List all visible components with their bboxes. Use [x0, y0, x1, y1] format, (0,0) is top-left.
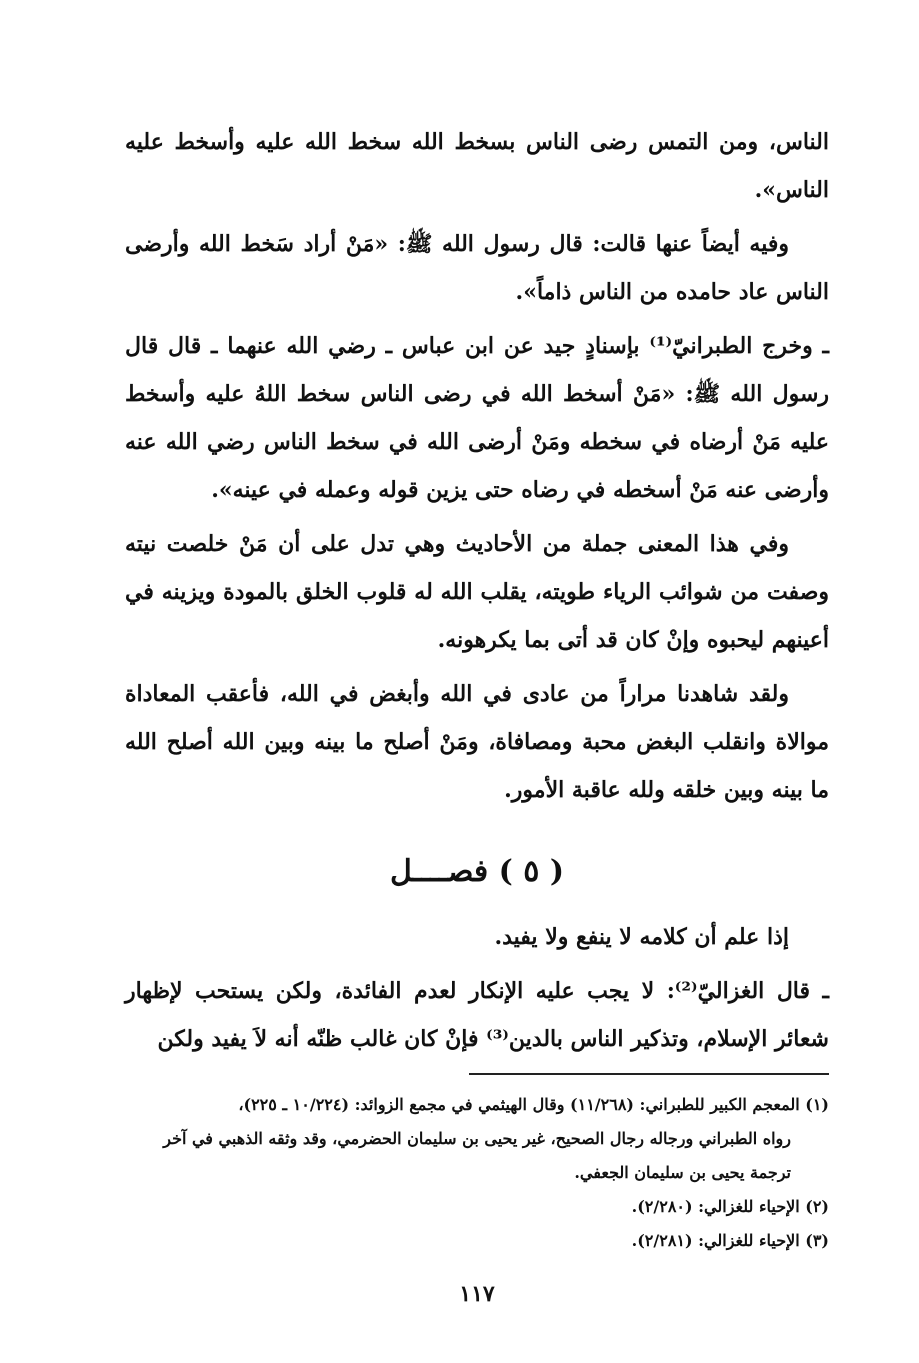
section-heading: ( ٥ ) فصــــل [389, 854, 565, 889]
paragraph-2: وفيه أيضاً عنها قالت: قال رسول الله ﷺ: «مَنْ أراد سَخط الله وأرضى الناس عاد حامده من الناس ذاماً». [125, 231, 829, 305]
footnote-divider [469, 1073, 829, 1075]
footnote-3: (٣) الإحياء للغزالي: (٢/٢٨١). [631, 1231, 829, 1250]
paragraph-5: ولقد شاهدنا مراراً من عادى في الله وأبغض في الله، فأعقب المعاداة موالاة وانقلب البغض محبة ومصافاة، ومَنْ أصلح ما بينه وبين الله أصلح الله ما بينه وبين خلقه ولله عاقبة الأمور. [125, 681, 829, 803]
footnotes [125, 1088, 829, 1258]
section-paragraph-1: إذا علم أن كلامه لا ينفع ولا يفيد. [494, 924, 789, 950]
footnote-1: (١) المعجم الكبير للطبراني: (١١/٢٦٨) وقال الهيثمي في مجمع الزوائد: (١٠/٢٢٤ ـ ٢٢٥)، [238, 1095, 829, 1114]
footnote-1-continued-2: ترجمة يحيى بن سليمان الجعفي. [574, 1163, 791, 1182]
footnote-2: (٢) الإحياء للغزالي: (٢/٢٨٠). [631, 1197, 829, 1216]
page-body [125, 118, 829, 1323]
paragraph-1: الناس، ومن التمس رضى الناس بسخط الله سخط الله عليه وأسخط عليه الناس». [125, 129, 829, 203]
page-number: ١١٧ [459, 1281, 495, 1307]
footnote-1-continued: رواه الطبراني ورجاله رجال الصحيح، غير يحيى بن سليمان الحضرمي، وقد وثقه الذهبي في آخر [163, 1129, 791, 1148]
paragraph-3: ـ وخرج الطبرانيّ⁽¹⁾ بإسنادٍ جيد عن ابن عباس ـ رضي الله عنهما ـ قال قال رسول الله ﷺ: «مَنْ أسخط الله في رضى الناس سخط اللهُ عليه وأسخط عليه مَنْ أرضاه في سخطه ومَنْ أرضى الله في سخط الناس رضي الله عنه وأرضى عنه مَنْ أسخطه في رضاه حتى يزين قوله وعمله في عينه». [125, 333, 829, 503]
section-paragraph-2: ـ قال الغزاليّ⁽²⁾: لا يجب عليه الإنكار لعدم الفائدة، ولكن يستحب لإظهار شعائر الإسلام، وتذكير الناس بالدين⁽³⁾ فإنْ كان غالب ظنّه أنه لاَ يفيد ولكن [125, 978, 829, 1052]
paragraph-4: وفي هذا المعنى جملة من الأحاديث وهي تدل على أن مَنْ خلصت نيته وصفت من شوائب الرياء طويته، يقلب الله له قلوب الخلق بالمودة ويزينه في أعينهم ليحبوه وإنْ كان قد أتى بما يكرهونه. [125, 531, 829, 653]
